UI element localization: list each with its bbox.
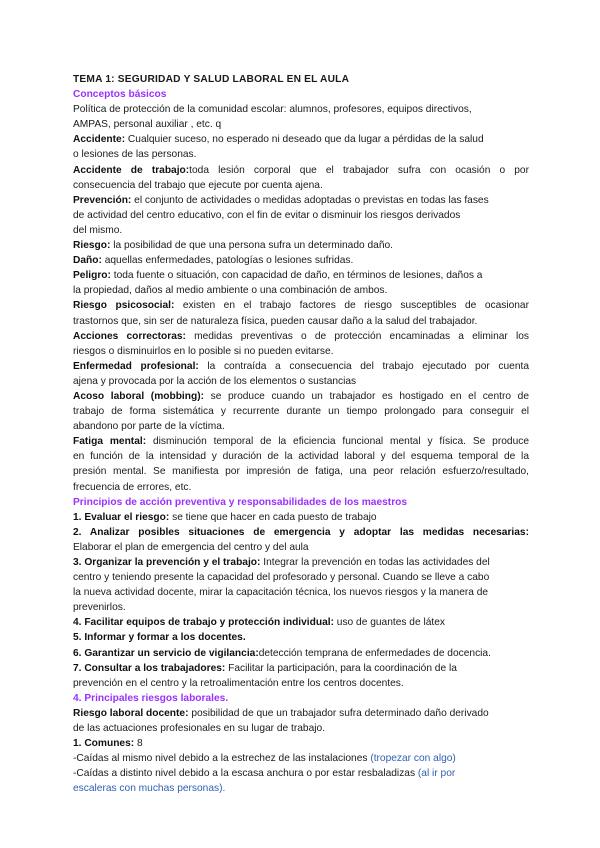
risk-item-text: -Caídas a distinto nivel debido a la escasa anchura o por estar resbaladizas <box>73 768 416 780</box>
principle-term: 3. Organizar la prevención y el trabajo: <box>73 557 261 568</box>
risk-comunes <box>73 736 529 751</box>
risk-term: Riesgo laboral docente: <box>73 707 189 719</box>
risk-docente <box>73 706 529 721</box>
principle-3-cont-3: prevenirlos. <box>73 602 126 614</box>
def-fatiga <box>73 434 529 449</box>
def-enfermedad-cont: ajena y provocada por la acción de los elementos o sustancias <box>73 375 357 387</box>
def-term: Fatiga mental: <box>73 436 147 448</box>
section-heading-riesgos: 4. Principales riesgos laborales. <box>73 692 229 704</box>
def-correctoras <box>73 329 529 344</box>
def-accidente-cont: o lesiones de las personas. <box>73 149 197 161</box>
def-acoso-cont-1: trabajo de forma sistemática y recurrente durante un tiempo prolongado para conseguir el <box>73 406 529 418</box>
def-accidente <box>73 132 529 147</box>
principle-term: 1. Evaluar el riesgo: <box>73 511 170 523</box>
def-term: Peligro: <box>73 270 111 282</box>
def-riesgo <box>73 238 529 253</box>
def-prevencion <box>73 193 529 208</box>
section-heading-conceptos: Conceptos básicos <box>73 89 167 101</box>
document-page <box>73 72 529 797</box>
risk-docente-cont: de las actuaciones profesionales en su lugar de trabajo. <box>73 723 326 735</box>
def-text: la posibilidad de que una persona sufra un determinado daño. <box>110 240 393 252</box>
def-acoso <box>73 389 529 404</box>
def-term: Acciones correctoras: <box>73 330 186 342</box>
def-fatiga-cont-1: en función de la intensidad y duración de la actividad laboral y del esquema temporal de la <box>73 451 529 463</box>
def-prevencion-cont-1: de actividad del centro educativo, con el fin de evitar o disminuir los riesgos derivados <box>73 209 461 221</box>
def-text: aquellas enfermedades, patologías o lesiones sufridas. <box>101 255 354 267</box>
def-term: Accidente: <box>73 134 126 146</box>
def-enfermedad <box>73 359 529 374</box>
principle-5 <box>73 630 529 645</box>
def-dano <box>73 253 529 268</box>
def-psicosocial <box>73 298 529 313</box>
def-term: Enfermedad profesional: <box>73 360 199 372</box>
principle-7 <box>73 661 529 676</box>
principle-term: 7. Consultar a los trabajadores: <box>73 662 226 674</box>
def-term: Daño: <box>73 255 102 267</box>
def-psicosocial-cont: trastornos que, sin ser de naturaleza física, pueden causar daño a la salud del trabajador. <box>73 315 478 327</box>
principle-term: 2. Analizar posibles situaciones de emergencia y adoptar las medidas necesarias: <box>73 526 529 538</box>
risk-text: posibilidad de que un trabajador sufra determinado daño derivado <box>188 707 489 719</box>
principle-6 <box>73 646 529 661</box>
def-text: la contraída a consecuencia del trabajo ejecutado por cuenta <box>198 360 529 372</box>
principle-3-cont-2: la nueva actividad docente, mirar la capacitación técnica, los nuevos riesgos y la manera de <box>73 587 489 599</box>
def-term: Accidente de trabajo: <box>73 164 190 176</box>
def-text: disminución temporal de la eficiencia funcional mental y física. Se produce <box>146 436 529 448</box>
def-peligro-cont: la propiedad, daños al medio ambiente o una combinación de ambos. <box>73 285 388 297</box>
page-title: TEMA 1: SEGURIDAD Y SALUD LABORAL EN EL AULA <box>73 74 350 85</box>
def-text: medidas preventivas o de protección encaminadas a eliminar los <box>185 330 529 342</box>
principle-text: detección temprana de enfermedades de docencia. <box>258 647 491 659</box>
def-acoso-cont-2: abandono por parte de la víctima. <box>73 421 225 433</box>
principle-2 <box>73 525 529 540</box>
def-term: Acoso laboral (mobbing): <box>73 390 204 402</box>
def-accidente-trabajo <box>73 163 529 178</box>
principle-term: 4. Facilitar equipos de trabajo y protección individual: <box>73 617 334 629</box>
principle-3-cont-1: centro y teniendo presente la capacidad del profesorado y personal. Cuando se lleve a cabo <box>73 572 490 584</box>
def-text: existen en el trabajo factores de riesgo susceptibles de ocasionar <box>174 300 529 312</box>
def-fatiga-cont-2: presión mental. Se manifiesta por impresión de fatiga, una peor relación esfuerzo/resultado, <box>73 466 529 478</box>
principle-text: uso de guantes de látex <box>333 617 445 629</box>
def-peligro <box>73 268 529 283</box>
principle-2-cont: Elaborar el plan de emergencia del centro y del aula <box>73 541 309 553</box>
def-text: toda fuente o situación, con capacidad de daño, en términos de lesiones, daños a <box>110 270 483 282</box>
principle-term: 6. Garantizar un servicio de vigilancia: <box>73 647 259 659</box>
risk-item-note: (al ir por <box>417 768 456 780</box>
principle-3 <box>73 555 529 570</box>
def-term: Prevención: <box>73 194 132 206</box>
def-prevencion-cont-2: del mismo. <box>73 224 123 236</box>
risk-count: 8 <box>134 738 143 750</box>
principle-text: Facilitar la participación, para la coordinación de la <box>225 662 457 674</box>
def-text: toda lesión corporal que el trabajador sufra con ocasión o por <box>189 164 529 176</box>
principle-4 <box>73 615 529 630</box>
def-accidente-trabajo-cont: consecuencia del trabajo que ejecute por cuenta ajena. <box>73 179 323 191</box>
principle-term: 5. Informar y formar a los docentes. <box>73 632 246 644</box>
def-fatiga-cont-3: frecuencia de errores, etc. <box>73 481 192 493</box>
principle-7-cont: prevención en el centro y la retroalimentación entre los centros docentes. <box>73 677 404 689</box>
principle-text: se tiene que hacer en cada puesto de trabajo <box>169 511 377 523</box>
section-heading-principios: Principios de acción preventiva y responsabilidades de los maestros <box>73 496 408 508</box>
def-term: Riesgo: <box>73 240 111 252</box>
risk-item-1 <box>73 751 529 766</box>
def-text: Cualquier suceso, no esperado ni deseado que da lugar a pérdidas de la salud <box>125 134 484 146</box>
principle-1 <box>73 510 529 525</box>
principle-text: Integrar la prevención en todas las actividades del <box>260 557 490 568</box>
intro-line-2: AMPAS, personal auxiliar , etc. q <box>73 119 222 131</box>
risk-item-2 <box>73 766 529 781</box>
def-correctoras-cont: riesgos o disminuirlos en lo posible si no pueden evitarse. <box>73 345 334 357</box>
def-term: Riesgo psicosocial: <box>73 300 175 312</box>
def-text: se produce cuando un trabajador es hostigado en el centro de <box>203 390 529 402</box>
risk-term: 1. Comunes: <box>73 738 135 750</box>
def-text: el conjunto de actividades o medidas adoptadas o previstas en todas las fases <box>131 194 489 206</box>
intro-line-1: Política de protección de la comunidad escolar: alumnos, profesores, equipos directivos, <box>73 104 472 116</box>
risk-item-note: (tropezar con algo) <box>370 753 456 765</box>
risk-item-text: -Caídas al mismo nivel debido a la estrechez de las instalaciones <box>73 753 368 765</box>
risk-item-2-note-cont: escaleras con muchas personas). <box>73 783 226 795</box>
